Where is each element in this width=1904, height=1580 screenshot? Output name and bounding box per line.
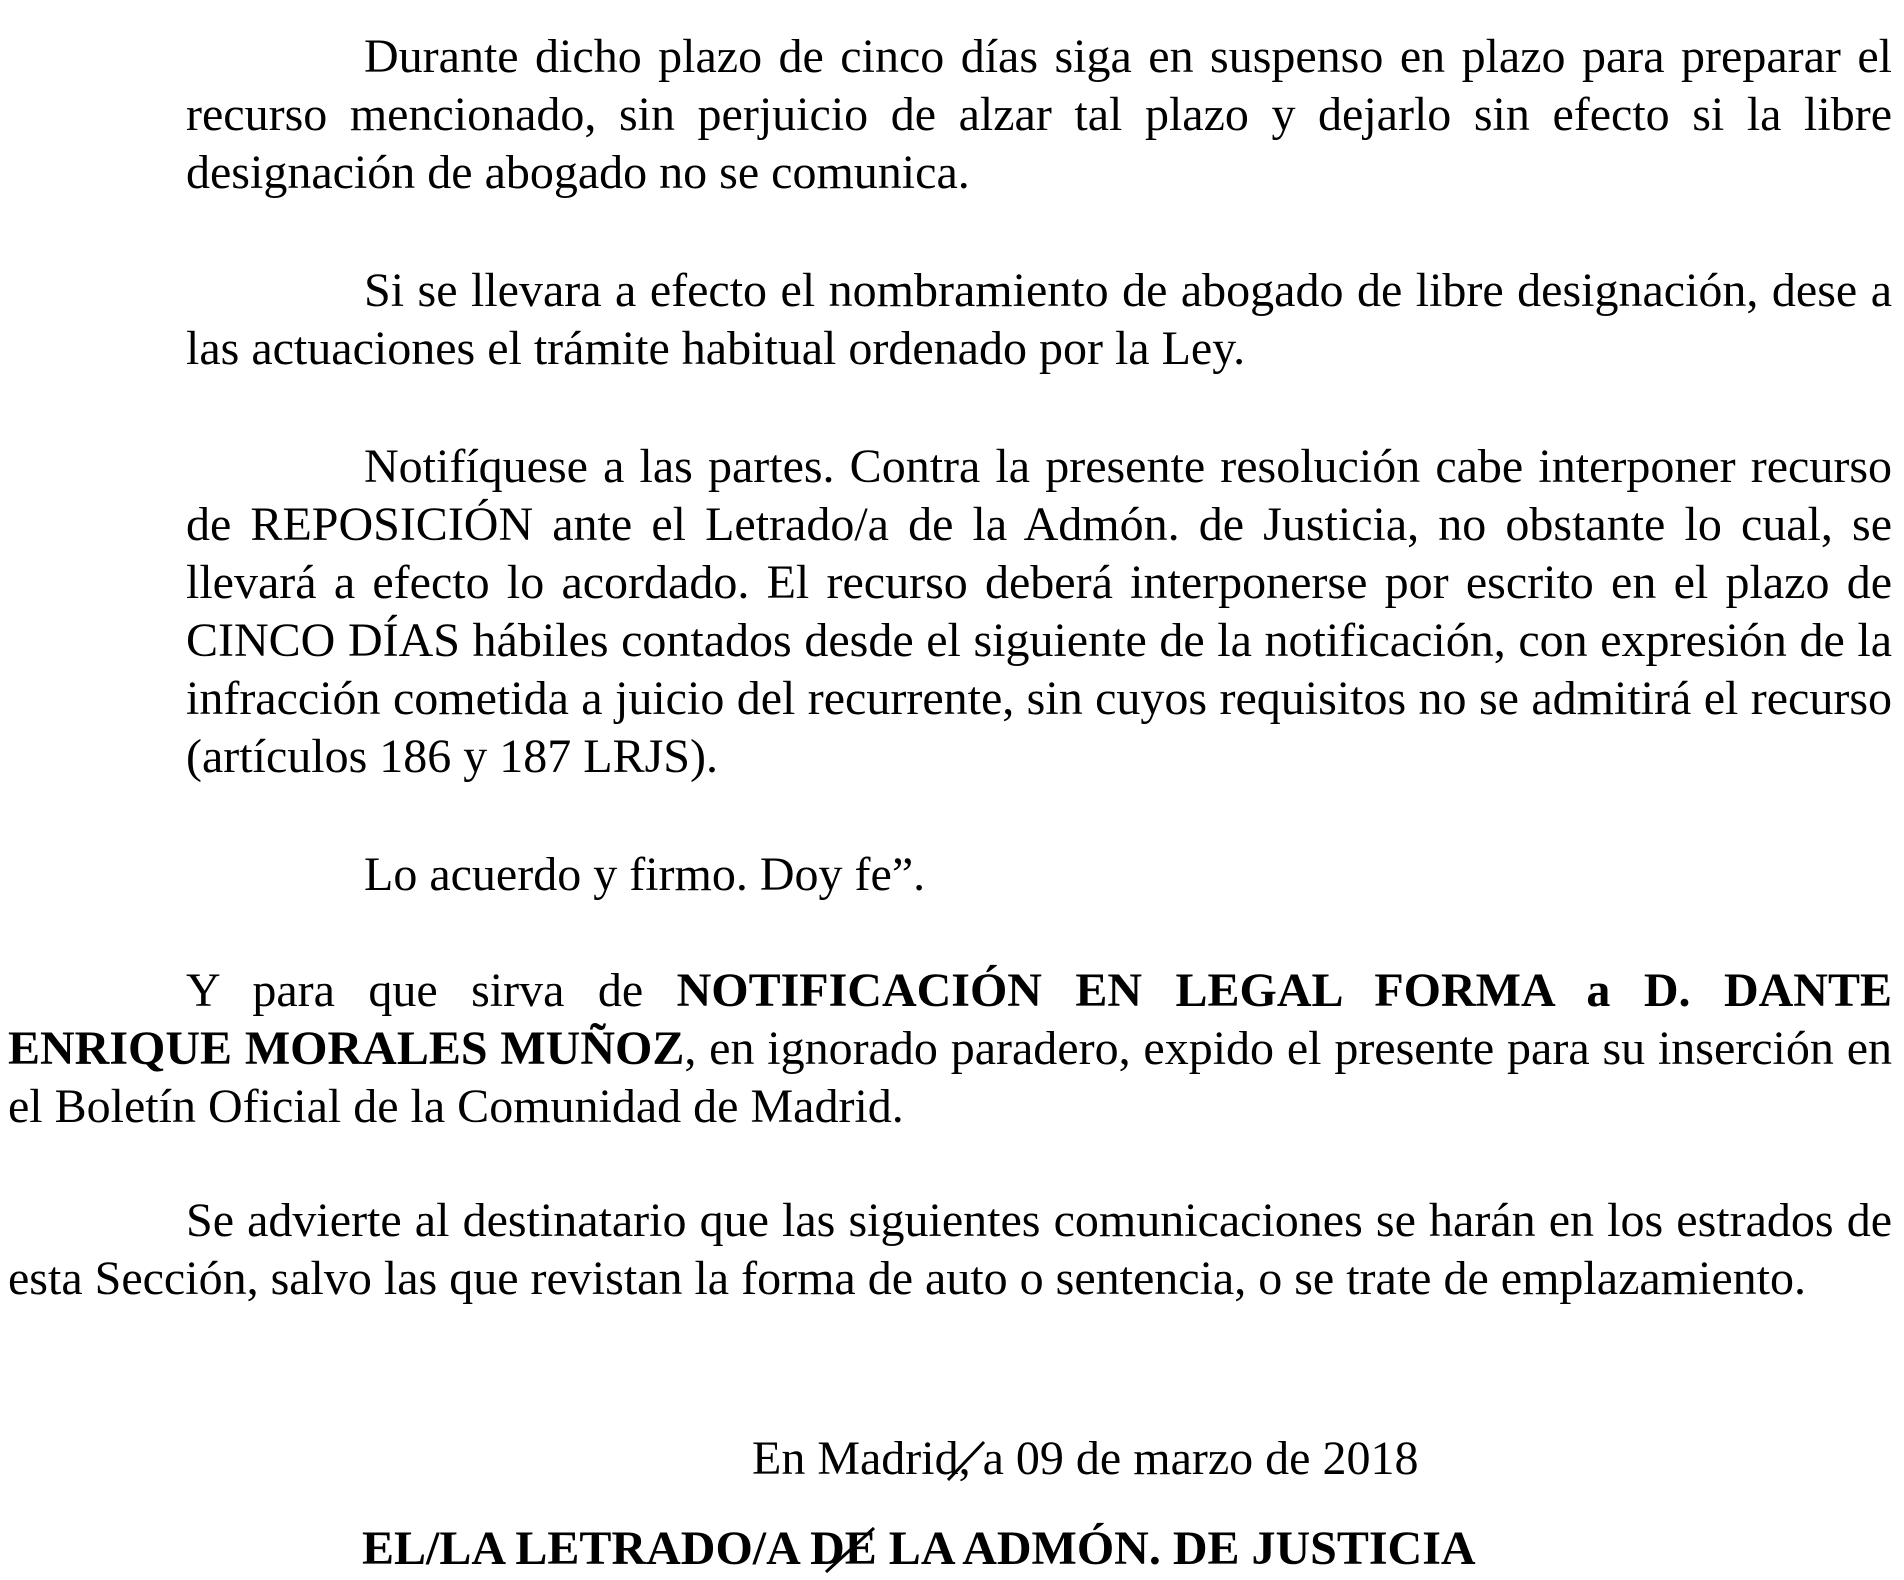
notification-recipient: NOTIFICACIÓN EN LEGAL FORMA a D. DANTE ENRIQUE MORALES MUÑOZ [8,964,1893,1075]
paragraph-appeal-notice: Notifíquese a las partes. Contra la presente resolución cabe interponer recurso de REPOSICIÓN ante el Letrado/a de la Admón. de Justicia, no obstante lo cual, se llevará a efecto lo acordado. El recurso deberá interponerse por escrito en el plazo de CINCO DÍAS hábiles contados desde el siguiente de la notificación, con expresión de la infracción cometida a juicio del recurrente, sin cuyos requisitos no se admitirá el recurso (artículos 186 y 187 LRJS). [186,440,1892,783]
paragraph-notification [8,962,1892,1136]
paragraph-warning: Se advierte al destinatario que las siguientes comunicaciones se harán en los estrados de esta Sección, salvo las que revistan la forma de auto o sentencia, o se trate de emplazamiento. [8,1194,1892,1305]
notification-lead: Y para que sirva de [186,964,677,1017]
paragraph-closing: Lo acuerdo y firmo. Doy fe”. [364,848,926,901]
paragraph-appointment: Si se llevara a efecto el nombramiento de abogado de libre designación, dese a las actuaciones el trámite habitual ordenado por la Ley. [186,264,1892,375]
signature-title: EL/LA LETRADO/A DE LA ADMÓN. DE JUSTICIA [362,1522,1476,1575]
paragraph-suspension: Durante dicho plazo de cinco días siga en suspenso en plazo para preparar el recurso mencionado, sin perjuicio de alzar tal plazo y dejarlo sin efecto si la libre designación de abogado no se comunica. [186,30,1892,199]
notification-rest: , en ignorado paradero, expido el presente para su inserción en el Boletín Oficial de la Comunidad de Madrid. [8,1022,1892,1133]
date-line: En Madrid, a 09 de marzo de 2018 [752,1432,1419,1485]
